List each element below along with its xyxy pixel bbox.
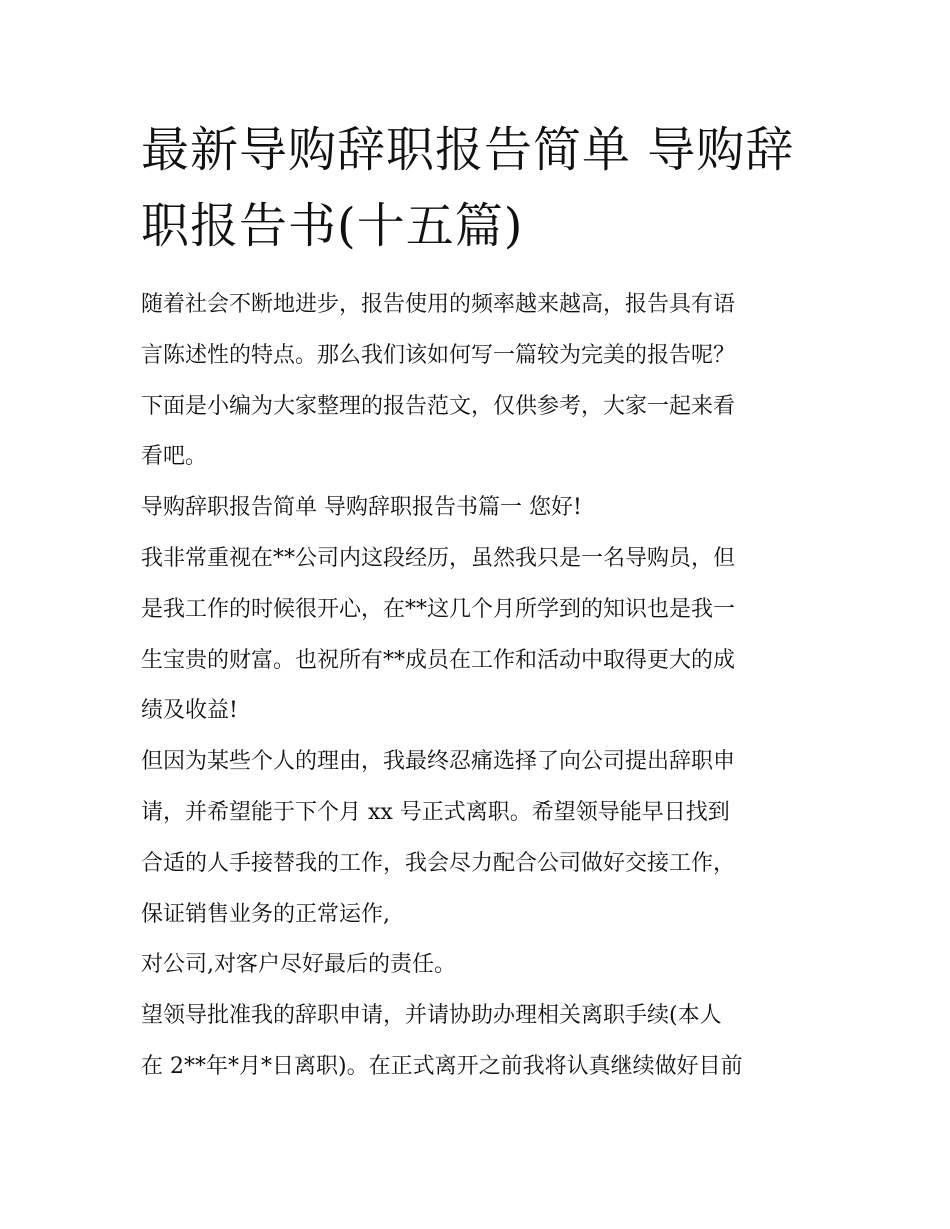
title-line: 职报告书(十五篇): [141, 198, 524, 254]
text-line: 对公司,对客户尽好最后的责任。: [141, 952, 456, 978]
text-line: 合适的人手接替我的工作，我会尽力配合公司做好交接工作，: [141, 850, 736, 876]
text-line: 生宝贵的财富。也祝所有**成员在工作和活动中取得更大的成: [141, 647, 736, 673]
text-line: 保证销售业务的正常运作,: [141, 901, 390, 927]
body-paragraph: [141, 534, 813, 737]
text-line: 但因为某些个人的理由，我最终忍痛选择了向公司提出辞职申: [141, 749, 736, 775]
intro-paragraph: [141, 280, 813, 483]
text-line: 请，并希望能于下个月 xx 号正式离职。希望领导能早日找到: [141, 799, 730, 825]
body-paragraph: [141, 737, 813, 940]
document-title: [141, 112, 813, 264]
text-line: 导购辞职报告简单 导购辞职报告书篇一 您好!: [141, 495, 582, 521]
section-heading-paragraph: [141, 483, 813, 534]
text-line: 言陈述性的特点。那么我们该如何写一篇较为完美的报告呢？: [141, 342, 736, 368]
text-line: 绩及收益!: [141, 698, 238, 724]
body-paragraph: [141, 940, 813, 991]
text-line: 随着社会不断地进步，报告使用的频率越来越高，报告具有语: [141, 292, 736, 317]
text-line: 下面是小编为大家整理的报告范文，仅供参考，大家一起来看: [141, 393, 736, 419]
text-line: 看吧。: [141, 444, 208, 470]
body-paragraph: [141, 991, 813, 1093]
text-line: 在 2**年*月*日离职)。在正式离开之前我将认真继续做好目前: [141, 1053, 743, 1079]
document-page: [141, 112, 813, 1093]
text-line: 我非常重视在**公司内这段经历，虽然我只是一名导购员，但: [141, 545, 736, 571]
title-line: 最新导购辞职报告简单 导购辞: [141, 122, 795, 178]
text-line: 望领导批准我的辞职申请，并请协助办理相关离职手续(本人: [141, 1003, 722, 1029]
text-line: 是我工作的时候很开心，在**这几个月所学到的知识也是我一: [141, 596, 736, 622]
